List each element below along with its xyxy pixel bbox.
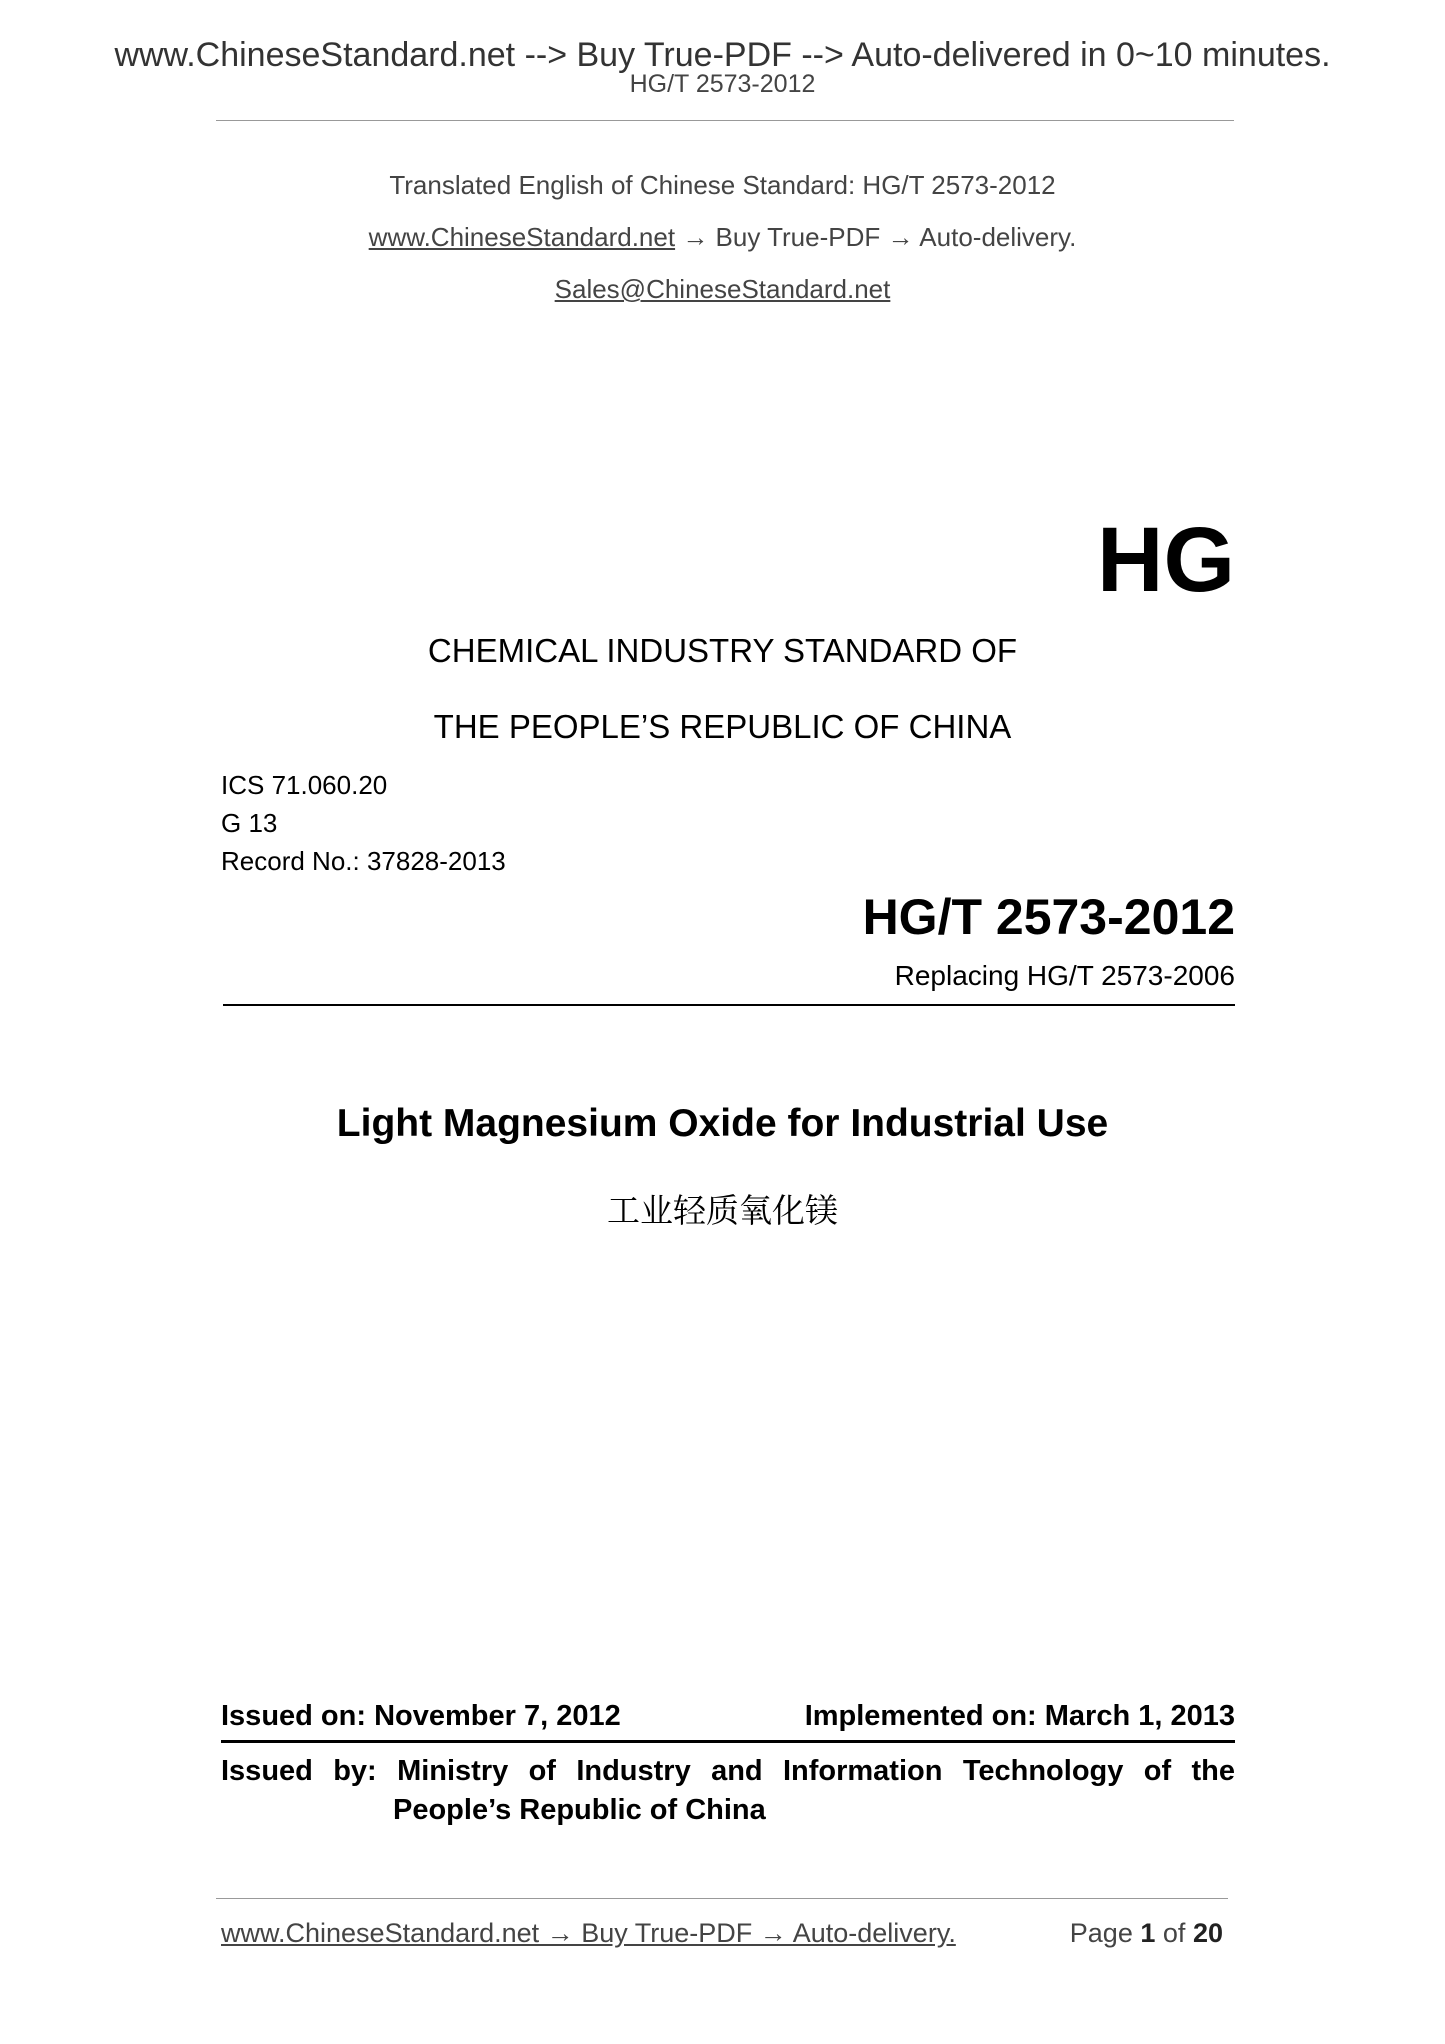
standard-number: HG/T 2573-2012 bbox=[862, 889, 1235, 945]
record-number: Record No.: 37828-2013 bbox=[221, 846, 506, 876]
page-total: 20 bbox=[1192, 1918, 1223, 1948]
footer-link[interactable]: www.ChineseStandard.net → Buy True-PDF → Auto-delivery. bbox=[221, 1918, 956, 1948]
issued-by-word: the bbox=[1191, 1755, 1235, 1787]
auto-delivery-text: Auto-delivery. bbox=[919, 222, 1077, 252]
issued-by-word: by: bbox=[333, 1755, 377, 1787]
issued-by-word: of bbox=[528, 1755, 556, 1787]
top-banner: www.ChineseStandard.net --> Buy True-PDF --> Auto-delivered in 0~10 minutes. bbox=[114, 36, 1331, 74]
standard-body-title-line2: THE PEOPLE’S REPUBLIC OF CHINA bbox=[433, 708, 1012, 745]
document-title-en: Light Magnesium Oxide for Industrial Use bbox=[336, 1102, 1109, 1145]
issued-by bbox=[221, 1752, 1235, 1830]
footer-divider bbox=[216, 1898, 1228, 1899]
page-indicator bbox=[1070, 1918, 1223, 1949]
issued-by-word: and bbox=[711, 1755, 763, 1787]
issued-by-word: Industry bbox=[576, 1755, 691, 1787]
document-title-zh: 工业轻质氧化镁 bbox=[607, 1192, 838, 1229]
arrow-icon: → bbox=[682, 222, 709, 252]
classification-code: G 13 bbox=[221, 808, 278, 838]
issued-by-word: Ministry bbox=[397, 1755, 509, 1787]
page-label: Page bbox=[1069, 1918, 1133, 1948]
translated-notice: Translated English of Chinese Standard: HG/T 2573-2012 bbox=[389, 170, 1056, 200]
issued-by-line bbox=[221, 1752, 1235, 1791]
ics-code: ICS 71.060.20 bbox=[221, 770, 388, 800]
issued-by-word: Information bbox=[782, 1755, 943, 1787]
standard-body-title-line1: CHEMICAL INDUSTRY STANDARD OF bbox=[427, 632, 1018, 669]
site-link[interactable]: www.ChineseStandard.net bbox=[368, 222, 676, 252]
implemented-on-date: Implemented on: March 1, 2013 bbox=[804, 1700, 1235, 1732]
sales-line bbox=[0, 274, 1445, 305]
page-of: of bbox=[1162, 1918, 1186, 1948]
standard-number-divider bbox=[223, 1004, 1235, 1006]
buy-pdf-text: Buy True-PDF bbox=[715, 222, 881, 252]
dates-divider bbox=[221, 1740, 1235, 1743]
page-current: 1 bbox=[1140, 1918, 1156, 1948]
sales-email-link[interactable]: Sales@ChineseStandard.net bbox=[554, 274, 891, 304]
header-divider bbox=[216, 120, 1234, 121]
replacing-standard: Replacing HG/T 2573-2006 bbox=[894, 960, 1235, 991]
delivery-line bbox=[0, 222, 1445, 253]
issued-by-word: of bbox=[1143, 1755, 1172, 1787]
issued-by-word: Technology bbox=[962, 1755, 1124, 1787]
arrow-icon: → bbox=[887, 222, 914, 252]
issued-by-word: Issued bbox=[221, 1755, 313, 1787]
issued-by-continuation: People’s Republic of China bbox=[393, 1794, 766, 1826]
issued-on-date: Issued on: November 7, 2012 bbox=[221, 1700, 621, 1732]
running-header: HG/T 2573-2012 bbox=[629, 70, 816, 98]
standard-category-mark: HG bbox=[1097, 509, 1235, 611]
